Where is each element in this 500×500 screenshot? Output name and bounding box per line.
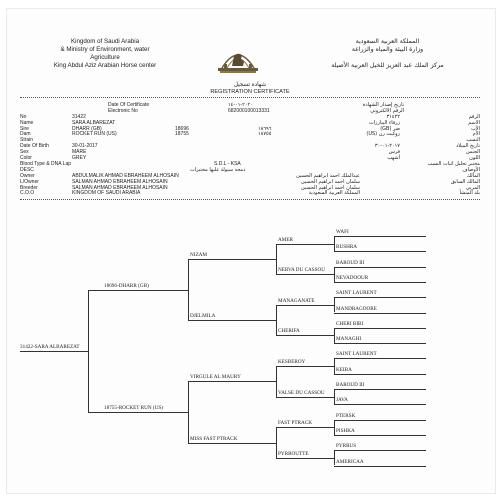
horse-center-logo-icon bbox=[214, 40, 262, 76]
field-label: Sex bbox=[20, 148, 29, 155]
pedigree-connector bbox=[20, 351, 88, 352]
dna-label: Blood Type & DNA Lap bbox=[20, 161, 72, 168]
pedigree-connector bbox=[276, 305, 277, 336]
pedigree-gen3-name: NERVA DU CASSOU bbox=[278, 267, 326, 274]
owner-field-label-ar: المالك bbox=[466, 173, 480, 179]
pedigree-connector bbox=[334, 389, 426, 390]
pedigree-gen3-name: AMER bbox=[278, 236, 293, 243]
pedigree-connector bbox=[276, 427, 334, 428]
pedigree-connector bbox=[334, 450, 335, 465]
header-left-line: King Abdul Aziz Arabian Horse center bbox=[53, 62, 157, 69]
date-label-ar: تاريخ إصدار الشهادة bbox=[362, 102, 404, 108]
field-value-ar: أشهب bbox=[387, 154, 400, 161]
field-label-ar: الجنس bbox=[465, 148, 480, 155]
field-value: MARE bbox=[72, 148, 87, 155]
owner-field-label: L/Owner bbox=[20, 178, 39, 185]
pedigree-connector bbox=[88, 290, 89, 412]
pedigree-connector bbox=[188, 320, 276, 321]
dna-value: S.D.L - KSA bbox=[214, 161, 241, 168]
pedigree-connector bbox=[334, 404, 426, 405]
pedigree-connector bbox=[334, 450, 426, 451]
pedigree-subject: 31422-SARA ALBAREZAT bbox=[20, 343, 80, 350]
pedigree-connector bbox=[276, 244, 277, 275]
field-label-ar: اللون bbox=[469, 154, 480, 161]
owner-field-value: SALMAN AHMAD EBRAHEEM ALHOSAIN bbox=[72, 178, 168, 185]
pedigree-connector bbox=[276, 274, 334, 275]
pedigree-gen4-name: BAROUD III bbox=[336, 259, 365, 266]
pedigree-connector bbox=[334, 313, 426, 314]
pedigree-connector bbox=[334, 328, 335, 343]
field-value-ar: ٣١٤٢٢ bbox=[386, 114, 400, 120]
pedigree-gen4-name: MANDRAGOORE bbox=[336, 305, 377, 312]
owner-field-label: DESC bbox=[20, 167, 34, 174]
owner-field-label-ar: الأوصاف bbox=[462, 167, 480, 174]
pedigree-connector bbox=[276, 366, 334, 367]
owner-field-label-ar: المالك السابق bbox=[450, 178, 480, 185]
electronic-value: 682000100013331 bbox=[228, 108, 270, 114]
pedigree-connector bbox=[276, 427, 277, 458]
pedigree-dam: 18755-ROCKET RUN (US) bbox=[104, 404, 163, 411]
field-label-ar: تاريخ الميلاد bbox=[455, 143, 480, 149]
pedigree-connector bbox=[334, 343, 426, 344]
header-right-line: وزارة البيئة والمياه والزراعة bbox=[351, 46, 424, 53]
pedigree-connector bbox=[334, 251, 426, 252]
owner-field-label: C.O.O bbox=[20, 190, 35, 197]
pedigree-connector bbox=[334, 267, 426, 268]
owner-field-label: Breeder bbox=[20, 184, 38, 191]
owner-field-label-ar: المربي bbox=[465, 184, 480, 191]
pedigree-connector bbox=[334, 236, 335, 251]
pedigree-connector bbox=[334, 282, 426, 283]
pedigree-connector bbox=[334, 267, 335, 282]
pedigree-connector bbox=[188, 381, 189, 442]
field-value-ar: ضر (GB) bbox=[380, 125, 400, 132]
divider bbox=[20, 97, 480, 98]
field-label-ar: النسب bbox=[466, 137, 480, 144]
field-label: No bbox=[20, 114, 27, 120]
pedigree-connector bbox=[334, 297, 335, 312]
pedigree-gen2-name: VIRGULE AL MAURY bbox=[190, 374, 241, 381]
date-label: Date Of Certificate bbox=[108, 102, 150, 108]
header-right-line: المملكة العربية السعودية bbox=[355, 38, 420, 45]
pedigree-connector bbox=[88, 290, 188, 291]
owner-field-value: KINGDOM OF SAUDI ARABIA bbox=[72, 190, 141, 197]
pedigree-connector bbox=[334, 297, 426, 298]
field-label: Dam bbox=[20, 131, 31, 138]
pedigree-gen4-name: PISHKA bbox=[336, 427, 355, 434]
pedigree-gen4-name: WAFI bbox=[336, 229, 349, 235]
pedigree-connector bbox=[188, 381, 276, 382]
field-label: Name bbox=[20, 119, 34, 126]
pedigree-gen3-name: CHERIFA bbox=[278, 328, 300, 335]
pedigree-gen4-name: SAINT LAURENT bbox=[336, 351, 377, 358]
field-number: 18755 bbox=[175, 131, 189, 138]
owner-field-value-ar: سلمان احمد ابراهيم الحسين bbox=[300, 184, 360, 191]
field-value-ar: فرس bbox=[388, 148, 400, 155]
page-title: REGISTRATION CERTIFICATE bbox=[210, 89, 290, 95]
header-left-line: Kingdom of Saudi Arabia bbox=[70, 38, 140, 45]
header-left bbox=[20, 38, 190, 70]
pedigree-gen4-name: MANAGHI bbox=[336, 336, 362, 343]
pedigree-sire: 18696-DHARR (GB) bbox=[104, 282, 149, 289]
pedigree-connector bbox=[334, 374, 426, 375]
owner-field-label: Owner bbox=[20, 173, 35, 179]
owner-field-value-ar: المملكة العربية السعودية bbox=[308, 190, 360, 197]
pedigree-gen4-name: KEIBA bbox=[336, 366, 352, 373]
pedigree-connector bbox=[188, 259, 276, 260]
pedigree-gen4-name: JAVA bbox=[336, 397, 348, 404]
pedigree-gen4-name: BAROUD III bbox=[336, 382, 365, 388]
pedigree-gen3-name: MANAGANATE bbox=[278, 297, 315, 304]
pedigree-gen3-name: KESBEROY bbox=[278, 359, 306, 366]
pedigree-connector bbox=[276, 458, 334, 459]
dna-value-ar: دمجة سيولة غلبها مختبرات bbox=[190, 167, 246, 174]
field-value: 31422 bbox=[72, 114, 86, 120]
field-label: Date Of Birth bbox=[20, 143, 49, 149]
pedigree-gen4-name: SAINT LAURENT bbox=[336, 290, 377, 297]
header-left-line: Agriculture bbox=[90, 54, 120, 61]
pedigree-gen3-name: VALSE DU CASSOU bbox=[278, 389, 325, 396]
header-left-line: & Ministry of Environment, water bbox=[60, 46, 150, 53]
pedigree-connector bbox=[88, 412, 188, 413]
pedigree-connector bbox=[334, 466, 426, 467]
pedigree-connector bbox=[334, 435, 426, 436]
pedigree-gen4-name: NEVADOOUR bbox=[336, 274, 369, 281]
pedigree-gen4-name: CHERI BIBI bbox=[336, 320, 364, 327]
pedigree-connector bbox=[276, 305, 334, 306]
pedigree-connector bbox=[276, 244, 334, 245]
field-label: Color bbox=[20, 154, 32, 161]
field-value: ROCKET RUN (US) bbox=[72, 131, 117, 138]
pedigree-gen2-name: MISS FAST PTRACK bbox=[190, 435, 238, 442]
field-value: SARA ALBAREZAT bbox=[72, 119, 116, 126]
field-label-ar: الاسم bbox=[468, 119, 480, 126]
field-number: 18696 bbox=[175, 125, 189, 132]
date-value: ٢٠٢٠-٠١-١٤ bbox=[228, 102, 253, 108]
pedigree-connector bbox=[276, 366, 277, 397]
field-number-ar: ١٨٧٥٥ bbox=[258, 131, 272, 138]
pedigree-connector bbox=[334, 389, 335, 404]
owner-field-value: SALMAN AHMAD EBRAHEEM ALHOSAIN bbox=[72, 184, 168, 191]
title-arabic: شهادة تسجيل bbox=[233, 82, 267, 88]
divider bbox=[20, 199, 480, 200]
owner-field-value-ar: عبدالملك احمد ابراهيم الحسين bbox=[296, 173, 360, 179]
field-label-ar: الرقم bbox=[468, 114, 480, 120]
pedigree-gen3-name: FAST PTRACK bbox=[278, 420, 312, 427]
field-value: GREY bbox=[72, 154, 87, 161]
pedigree-gen2-name: NIZAM bbox=[190, 251, 208, 258]
field-value-ar: روكيت رن (US) bbox=[366, 131, 400, 138]
pedigree-gen2-name: DJELMILA bbox=[190, 313, 216, 320]
field-label: Sire bbox=[20, 125, 29, 132]
pedigree-connector bbox=[334, 420, 335, 435]
owner-field-label-ar: بلد المنشأ bbox=[459, 190, 480, 197]
electronic-label-ar: الرقم الالكتروني bbox=[370, 108, 404, 114]
pedigree-gen3-name: PYRROUTTE bbox=[278, 450, 309, 457]
pedigree-connector bbox=[276, 335, 334, 336]
pedigree-connector bbox=[334, 236, 426, 237]
pedigree-connector bbox=[334, 358, 426, 359]
pedigree-connector bbox=[334, 328, 426, 329]
field-label: Strain bbox=[20, 137, 34, 144]
field-value-ar: زرقاء البيارزات bbox=[368, 119, 400, 126]
header-right bbox=[300, 38, 475, 70]
pedigree-connector bbox=[188, 443, 276, 444]
owner-field-value-ar: سلمان احمد ابراهيم الحسين bbox=[300, 178, 360, 185]
pedigree-gen4-name: BUSHRA bbox=[336, 244, 358, 251]
pedigree-connector bbox=[188, 259, 189, 320]
pedigree-connector bbox=[334, 420, 426, 421]
dna-label-ar: مختبر تحليل اثبات النسب bbox=[427, 161, 480, 168]
pedigree-gen4-name: PYRRUS bbox=[336, 443, 357, 450]
pedigree-gen4-name: AMERICAA bbox=[336, 458, 364, 465]
field-value-ar: ٢٠١٧-٠١-٣٠ bbox=[374, 143, 400, 149]
pedigree-connector bbox=[276, 397, 334, 398]
field-value: 30-01-2017 bbox=[72, 143, 98, 149]
electronic-label: Electronic No bbox=[108, 108, 138, 114]
field-value: DHARR (GB) bbox=[72, 125, 102, 132]
owner-field-value: ABDULMALIK AHMAD EBRAHEEM ALHOSAIN bbox=[72, 173, 179, 179]
field-label-ar: الأب bbox=[471, 125, 480, 132]
field-label-ar: الأم bbox=[472, 131, 480, 138]
header-right-line: مركز الملك عبد العزيز للخيل العربية الأصيلة bbox=[331, 62, 444, 69]
field-number-ar: ١٨٦٩٦ bbox=[258, 125, 272, 132]
pedigree-gen4-name: PTERSK bbox=[336, 412, 356, 419]
pedigree-connector bbox=[334, 358, 335, 373]
